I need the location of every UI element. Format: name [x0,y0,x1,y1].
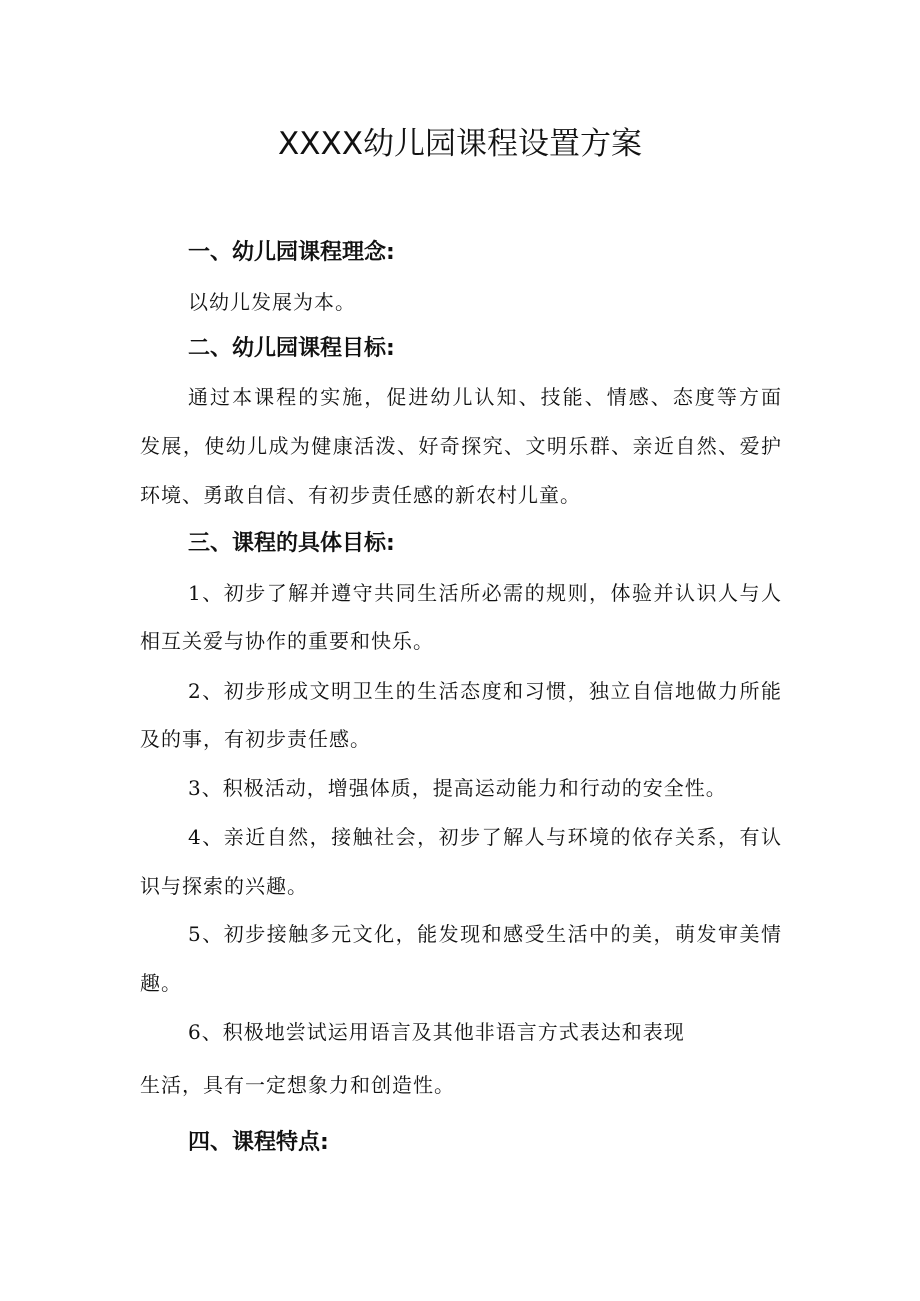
paragraph-line: 环境、勇敢自信、有初步责任感的新农村儿童。 [140,483,581,507]
paragraph-line: 以幼儿发展为本。 [188,290,356,314]
list-item-continuation: 识与探索的兴趣。 [140,874,308,898]
list-item-continuation: 及的事，有初步责任感。 [140,727,371,751]
list-item-continuation: 相互关爱与协作的重要和快乐。 [140,629,434,653]
list-item: 3、积极活动，增强体质，提高运动能力和行动的安全性。 [188,776,727,800]
list-item: 4、亲近自然，接触社会，初步了解人与环境的依存关系，有认 [188,825,782,849]
list-item-continuation: 生活，具有一定想象力和创造性。 [140,1073,455,1097]
section-heading-specific-goals: 三、课程的具体目标: [188,531,395,556]
list-item: 1、初步了解并遵守共同生活所必需的规则，体验并认识人与人 [188,581,782,605]
list-item: 5、初步接触多元文化，能发现和感受生活中的美，萌发审美情 [188,922,782,946]
document-title: XXXX幼儿园课程设置方案 [278,126,642,162]
paragraph-line: 通过本课程的实施，促进幼儿认知、技能、情感、态度等方面 [188,385,782,409]
list-item: 2、初步形成文明卫生的生活态度和习惯，独立自信地做力所能 [188,679,782,703]
list-item: 6、积极地尝试运用语言及其他非语言方式表达和表现 [188,1020,685,1044]
section-heading-philosophy: 一、幼儿园课程理念: [188,240,395,265]
list-item-continuation: 趣。 [140,971,182,995]
section-heading-features: 四、课程特点: [188,1130,329,1155]
section-heading-goals: 二、幼儿园课程目标: [188,336,395,361]
paragraph-line: 发展，使幼儿成为健康活泼、好奇探究、文明乐群、亲近自然、爱护 [140,434,782,458]
